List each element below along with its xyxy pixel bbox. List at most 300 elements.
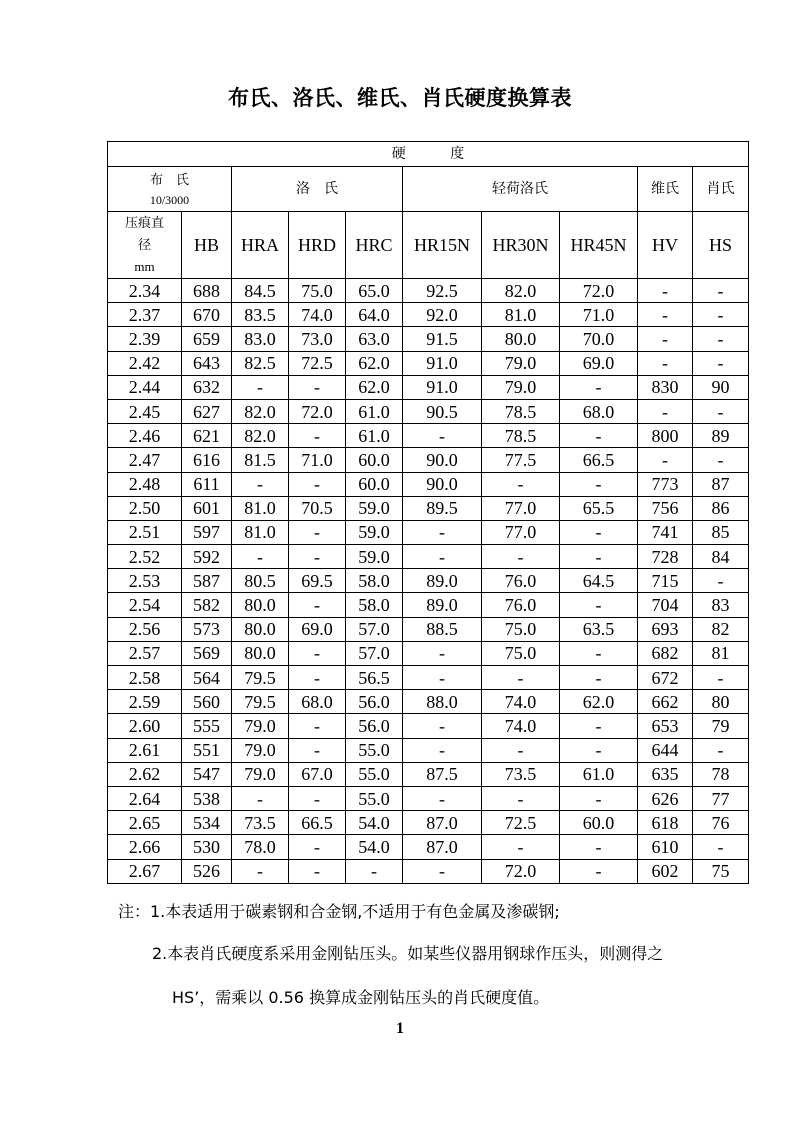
- table-cell: 81.0: [232, 520, 289, 544]
- table-cell: 92.0: [403, 303, 482, 327]
- hardness-conversion-table: [107, 141, 749, 884]
- table-row: [108, 399, 749, 423]
- table-cell: -: [232, 786, 289, 810]
- table-cell: 84: [693, 545, 749, 569]
- table-cell: 573: [182, 617, 232, 641]
- header-rockwell: 洛 氏: [232, 167, 403, 212]
- table-cell: 616: [182, 448, 232, 472]
- table-row: [108, 327, 749, 351]
- table-cell: 85: [693, 520, 749, 544]
- table-cell: 2.61: [108, 738, 182, 762]
- table-cell: 587: [182, 569, 232, 593]
- table-cell: -: [232, 472, 289, 496]
- table-cell: 2.45: [108, 399, 182, 423]
- table-cell: 83: [693, 593, 749, 617]
- table-cell: 526: [182, 859, 232, 883]
- table-cell: 59.0: [346, 496, 403, 520]
- table-cell: 602: [638, 859, 693, 883]
- table-cell: -: [289, 835, 346, 859]
- page-title: 布氏、洛氏、维氏、肖氏硬度换算表: [228, 86, 572, 110]
- table-cell: 75.0: [289, 279, 346, 303]
- table-cell: 2.67: [108, 859, 182, 883]
- table-cell: 63.5: [560, 617, 638, 641]
- table-cell: 83.0: [232, 327, 289, 351]
- table-cell: 78.5: [482, 424, 560, 448]
- table-cell: 57.0: [346, 617, 403, 641]
- table-cell: 72.0: [289, 399, 346, 423]
- table-cell: 78: [693, 762, 749, 786]
- table-cell: -: [560, 859, 638, 883]
- table-cell: 88.0: [403, 690, 482, 714]
- table-cell: 58.0: [346, 569, 403, 593]
- table-cell: 611: [182, 472, 232, 496]
- table-cell: 80.0: [232, 593, 289, 617]
- table-cell: 91.0: [403, 375, 482, 399]
- table-cell: 2.66: [108, 835, 182, 859]
- table-cell: 91.0: [403, 351, 482, 375]
- table-cell: -: [232, 545, 289, 569]
- table-cell: 626: [638, 786, 693, 810]
- table-cell: 90: [693, 375, 749, 399]
- table-cell: 644: [638, 738, 693, 762]
- table-row: [108, 520, 749, 544]
- table-cell: 2.39: [108, 327, 182, 351]
- table-cell: 60.0: [560, 811, 638, 835]
- table-cell: 55.0: [346, 786, 403, 810]
- table-cell: 627: [182, 399, 232, 423]
- table-cell: 56.5: [346, 666, 403, 690]
- table-cell: 59.0: [346, 520, 403, 544]
- table-cell: 79.5: [232, 666, 289, 690]
- table-cell: -: [638, 279, 693, 303]
- note-line-1: 注：1.本表适用于碳素钢和合金钢,不适用于有色金属及渗碳钢;: [118, 902, 560, 921]
- table-cell: 81: [693, 641, 749, 665]
- table-cell: 610: [638, 835, 693, 859]
- brinell-load-label: 10/3000: [149, 193, 190, 207]
- table-cell: 71.0: [289, 448, 346, 472]
- table-cell: 78.5: [482, 399, 560, 423]
- table-cell: 66.5: [289, 811, 346, 835]
- table-cell: 2.56: [108, 617, 182, 641]
- table-cell: -: [232, 375, 289, 399]
- table-cell: -: [289, 545, 346, 569]
- table-cell: 80.5: [232, 569, 289, 593]
- table-cell: 66.5: [560, 448, 638, 472]
- table-cell: -: [289, 424, 346, 448]
- table-cell: 73.5: [232, 811, 289, 835]
- table-cell: 79.0: [232, 738, 289, 762]
- table-cell: -: [638, 448, 693, 472]
- col-header-hr45n: HR45N: [560, 212, 638, 279]
- indent-unit: mm: [134, 259, 155, 274]
- table-cell: 69.0: [560, 351, 638, 375]
- table-cell: -: [289, 714, 346, 738]
- table-cell: 61.0: [560, 762, 638, 786]
- table-cell: 2.60: [108, 714, 182, 738]
- header-shore: 肖氏: [693, 167, 749, 212]
- table-cell: 2.54: [108, 593, 182, 617]
- header-superficial-rockwell: 轻荷洛氏: [403, 167, 638, 212]
- table-cell: 87: [693, 472, 749, 496]
- table-cell: 62.0: [346, 375, 403, 399]
- table-cell: 530: [182, 835, 232, 859]
- table-cell: 2.51: [108, 520, 182, 544]
- table-cell: -: [289, 472, 346, 496]
- table-cell: 592: [182, 545, 232, 569]
- table-cell: 534: [182, 811, 232, 835]
- table-cell: 69.5: [289, 569, 346, 593]
- table-cell: 90.0: [403, 448, 482, 472]
- table-cell: 2.42: [108, 351, 182, 375]
- table-cell: 73.5: [482, 762, 560, 786]
- table-cell: -: [560, 472, 638, 496]
- table-cell: 79.0: [232, 762, 289, 786]
- table-cell: 87.0: [403, 811, 482, 835]
- table-cell: 80: [693, 690, 749, 714]
- table-cell: 2.52: [108, 545, 182, 569]
- table-cell: 569: [182, 641, 232, 665]
- table-cell: 54.0: [346, 835, 403, 859]
- indent-label-1: 压痕直: [124, 216, 164, 231]
- header-hardness: 硬 度: [108, 142, 749, 167]
- table-cell: 2.53: [108, 569, 182, 593]
- table-cell: 693: [638, 617, 693, 641]
- table-cell: -: [693, 835, 749, 859]
- header-brinell: [108, 167, 232, 212]
- table-cell: 67.0: [289, 762, 346, 786]
- table-cell: 538: [182, 786, 232, 810]
- table-cell: 635: [638, 762, 693, 786]
- table-row: [108, 496, 749, 520]
- table-cell: 77.5: [482, 448, 560, 472]
- table-cell: -: [403, 520, 482, 544]
- table-row: [108, 835, 749, 859]
- table-row: [108, 279, 749, 303]
- table-cell: 715: [638, 569, 693, 593]
- table-row: [108, 593, 749, 617]
- table-cell: 2.62: [108, 762, 182, 786]
- table-cell: -: [560, 545, 638, 569]
- table-cell: -: [403, 859, 482, 883]
- table-cell: 79.0: [232, 714, 289, 738]
- table-cell: 81.0: [482, 303, 560, 327]
- col-header-hrc: HRC: [346, 212, 403, 279]
- table-cell: -: [560, 738, 638, 762]
- table-cell: 87.5: [403, 762, 482, 786]
- table-cell: 75: [693, 859, 749, 883]
- table-cell: 551: [182, 738, 232, 762]
- table-row: [108, 762, 749, 786]
- table-cell: 74.0: [289, 303, 346, 327]
- table-cell: 682: [638, 641, 693, 665]
- table-cell: 61.0: [346, 399, 403, 423]
- table-cell: -: [560, 593, 638, 617]
- table-row: [108, 569, 749, 593]
- table-cell: -: [289, 520, 346, 544]
- table-cell: 55.0: [346, 762, 403, 786]
- table-cell: 662: [638, 690, 693, 714]
- table-cell: -: [693, 738, 749, 762]
- table-row: [108, 738, 749, 762]
- table-cell: 704: [638, 593, 693, 617]
- header-vickers: 维氏: [638, 167, 693, 212]
- table-cell: -: [403, 714, 482, 738]
- col-header-hv: HV: [638, 212, 693, 279]
- table-cell: 64.5: [560, 569, 638, 593]
- table-cell: 2.59: [108, 690, 182, 714]
- table-cell: 77: [693, 786, 749, 810]
- table-cell: -: [560, 786, 638, 810]
- col-header-hr15n: HR15N: [403, 212, 482, 279]
- table-cell: -: [638, 399, 693, 423]
- table-cell: 670: [182, 303, 232, 327]
- table-cell: 68.0: [560, 399, 638, 423]
- table-cell: 800: [638, 424, 693, 448]
- table-cell: -: [289, 859, 346, 883]
- table-cell: 75.0: [482, 641, 560, 665]
- col-header-hrd: HRD: [289, 212, 346, 279]
- table-cell: 672: [638, 666, 693, 690]
- table-cell: -: [289, 593, 346, 617]
- table-cell: 82.0: [232, 399, 289, 423]
- table-cell: 2.65: [108, 811, 182, 835]
- table-cell: -: [560, 666, 638, 690]
- table-cell: -: [560, 641, 638, 665]
- table-cell: 77.0: [482, 496, 560, 520]
- table-cell: 63.0: [346, 327, 403, 351]
- table-row: [108, 859, 749, 883]
- table-cell: 74.0: [482, 714, 560, 738]
- table-cell: -: [482, 666, 560, 690]
- table-cell: 89: [693, 424, 749, 448]
- table-cell: -: [403, 424, 482, 448]
- table-cell: 2.57: [108, 641, 182, 665]
- table-cell: 76: [693, 811, 749, 835]
- table-cell: 756: [638, 496, 693, 520]
- note-line-2: 2.本表肖氏硬度系采用金刚钻压头。如某些仪器用钢球作压头，则测得之: [152, 944, 664, 963]
- table-cell: 632: [182, 375, 232, 399]
- table-cell: -: [403, 666, 482, 690]
- table-cell: -: [482, 738, 560, 762]
- col-header-hr30n: HR30N: [482, 212, 560, 279]
- table-cell: 2.58: [108, 666, 182, 690]
- table-row: [108, 351, 749, 375]
- table-row: [108, 786, 749, 810]
- table-cell: 643: [182, 351, 232, 375]
- table-cell: 87.0: [403, 835, 482, 859]
- table-cell: 60.0: [346, 448, 403, 472]
- note-line-3: HS’，需乘以 0.56 换算成金刚钻压头的肖氏硬度值。: [172, 988, 550, 1007]
- table-cell: 90.5: [403, 399, 482, 423]
- table-cell: 65.0: [346, 279, 403, 303]
- table-row: [108, 545, 749, 569]
- table-cell: -: [693, 327, 749, 351]
- table-cell: -: [560, 835, 638, 859]
- table-cell: 81.0: [232, 496, 289, 520]
- table-cell: 89.5: [403, 496, 482, 520]
- table-cell: 2.48: [108, 472, 182, 496]
- table-cell: 653: [638, 714, 693, 738]
- table-cell: -: [289, 375, 346, 399]
- table-cell: -: [693, 279, 749, 303]
- table-cell: 89.0: [403, 569, 482, 593]
- table-cell: 74.0: [482, 690, 560, 714]
- table-cell: 82.5: [232, 351, 289, 375]
- table-cell: 91.5: [403, 327, 482, 351]
- table-cell: 70.0: [560, 327, 638, 351]
- table-cell: 79: [693, 714, 749, 738]
- table-cell: 68.0: [289, 690, 346, 714]
- table-cell: 2.47: [108, 448, 182, 472]
- table-cell: 65.5: [560, 496, 638, 520]
- table-row: [108, 375, 749, 399]
- table-cell: 773: [638, 472, 693, 496]
- table-cell: 560: [182, 690, 232, 714]
- table-cell: -: [289, 666, 346, 690]
- table-cell: 64.0: [346, 303, 403, 327]
- table-row: [108, 303, 749, 327]
- table-row: [108, 424, 749, 448]
- table-cell: 79.5: [232, 690, 289, 714]
- table-cell: -: [289, 738, 346, 762]
- table-row: [108, 714, 749, 738]
- table-cell: -: [289, 641, 346, 665]
- table-cell: -: [638, 351, 693, 375]
- table-cell: 62.0: [346, 351, 403, 375]
- table-row: [108, 472, 749, 496]
- table-cell: 55.0: [346, 738, 403, 762]
- table-cell: 54.0: [346, 811, 403, 835]
- table-cell: 72.0: [482, 859, 560, 883]
- table-cell: -: [693, 303, 749, 327]
- table-cell: 82: [693, 617, 749, 641]
- table-cell: 61.0: [346, 424, 403, 448]
- table-cell: 73.0: [289, 327, 346, 351]
- table-cell: 90.0: [403, 472, 482, 496]
- table-cell: 77.0: [482, 520, 560, 544]
- col-header-hs: HS: [693, 212, 749, 279]
- table-cell: -: [560, 714, 638, 738]
- table-cell: -: [403, 545, 482, 569]
- table-cell: -: [560, 520, 638, 544]
- table-cell: -: [346, 859, 403, 883]
- table-cell: 60.0: [346, 472, 403, 496]
- col-header-hb: HB: [182, 212, 232, 279]
- table-cell: -: [482, 545, 560, 569]
- table-cell: 79.0: [482, 351, 560, 375]
- table-cell: 75.0: [482, 617, 560, 641]
- table-cell: 72.5: [289, 351, 346, 375]
- table-cell: 76.0: [482, 593, 560, 617]
- table-cell: 71.0: [560, 303, 638, 327]
- table-cell: 79.0: [482, 375, 560, 399]
- table-cell: -: [560, 375, 638, 399]
- table-cell: -: [403, 786, 482, 810]
- table-cell: 72.0: [560, 279, 638, 303]
- table-cell: 92.5: [403, 279, 482, 303]
- table-row: [108, 448, 749, 472]
- table-cell: 59.0: [346, 545, 403, 569]
- table-cell: 86: [693, 496, 749, 520]
- table-cell: -: [638, 303, 693, 327]
- table-cell: 88.5: [403, 617, 482, 641]
- table-cell: 76.0: [482, 569, 560, 593]
- table-cell: 547: [182, 762, 232, 786]
- table-cell: 582: [182, 593, 232, 617]
- table-cell: 84.5: [232, 279, 289, 303]
- table-cell: -: [482, 786, 560, 810]
- table-cell: -: [693, 448, 749, 472]
- table-cell: 62.0: [560, 690, 638, 714]
- table-cell: -: [693, 666, 749, 690]
- table-cell: 2.44: [108, 375, 182, 399]
- table-cell: 597: [182, 520, 232, 544]
- table-cell: 70.5: [289, 496, 346, 520]
- table-cell: 555: [182, 714, 232, 738]
- table-cell: -: [403, 641, 482, 665]
- table-cell: -: [693, 399, 749, 423]
- table-cell: 58.0: [346, 593, 403, 617]
- table-cell: -: [638, 327, 693, 351]
- table-cell: 564: [182, 666, 232, 690]
- table-cell: -: [289, 786, 346, 810]
- table-cell: 80.0: [232, 641, 289, 665]
- table-row: [108, 617, 749, 641]
- table-cell: 80.0: [232, 617, 289, 641]
- table-cell: 621: [182, 424, 232, 448]
- table-cell: 78.0: [232, 835, 289, 859]
- table-cell: 659: [182, 327, 232, 351]
- table-cell: -: [482, 835, 560, 859]
- table-cell: 83.5: [232, 303, 289, 327]
- table-cell: 82.0: [482, 279, 560, 303]
- table-cell: 69.0: [289, 617, 346, 641]
- page-number: 1: [396, 1020, 404, 1037]
- table-cell: -: [482, 472, 560, 496]
- table-cell: 688: [182, 279, 232, 303]
- table-body: [108, 279, 749, 884]
- table-cell: 2.46: [108, 424, 182, 448]
- table-row: [108, 666, 749, 690]
- table-row: [108, 641, 749, 665]
- table-cell: -: [560, 424, 638, 448]
- table-cell: 618: [638, 811, 693, 835]
- table-cell: -: [403, 738, 482, 762]
- table-cell: 2.37: [108, 303, 182, 327]
- table-cell: 72.5: [482, 811, 560, 835]
- table-cell: -: [693, 569, 749, 593]
- table-cell: 741: [638, 520, 693, 544]
- table-cell: -: [693, 351, 749, 375]
- table-cell: 56.0: [346, 714, 403, 738]
- table-cell: 80.0: [482, 327, 560, 351]
- table-cell: 2.50: [108, 496, 182, 520]
- table-cell: 57.0: [346, 641, 403, 665]
- table-cell: 2.64: [108, 786, 182, 810]
- table-cell: 830: [638, 375, 693, 399]
- header-indent-diameter: [108, 212, 182, 279]
- table-cell: 81.5: [232, 448, 289, 472]
- table-cell: 2.34: [108, 279, 182, 303]
- table-cell: -: [232, 859, 289, 883]
- table-row: [108, 811, 749, 835]
- table-cell: 56.0: [346, 690, 403, 714]
- table-cell: 89.0: [403, 593, 482, 617]
- indent-label-2: 径: [137, 238, 151, 253]
- table-cell: 728: [638, 545, 693, 569]
- table-cell: 601: [182, 496, 232, 520]
- brinell-label: 布 氏: [149, 173, 189, 188]
